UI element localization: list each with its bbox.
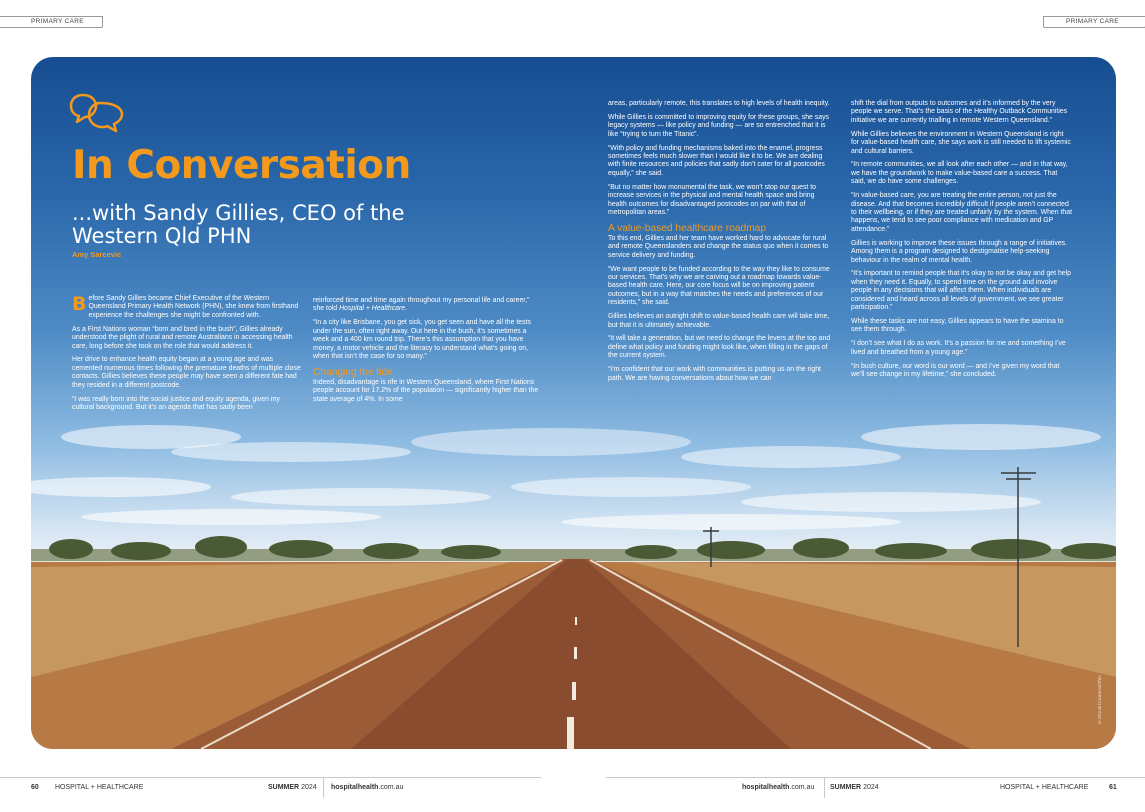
- section-heading-value-based: A value-based healthcare roadmap: [608, 222, 767, 234]
- footer-divider: [824, 778, 825, 798]
- website-bold-right: hospitalhealth: [742, 784, 790, 791]
- col1-paragraph-3: Her drive to enhance health equity began at a young age and was cemented numerous times following the premature deaths of multiple close contacts. Gillies believes these people may have seen a different fate had they resided in a different postcode.: [72, 356, 301, 389]
- col4-paragraph-8: “I don’t see what I do as work. It’s a passion for me and something I’ve lived and breathed from a young age.”: [851, 340, 1066, 356]
- website-domain-left: .com.au: [378, 784, 404, 791]
- section-tag-left: PRIMARY CARE: [0, 16, 103, 28]
- col1-paragraph-1-text: efore Sandy Gillies became Chief Executive of the Western Queensland Primary Health Network (PHN), she knew from firsthand experience the challenges she might be confronted with.: [88, 295, 299, 319]
- col3-paragraph-3: “With policy and funding mechanisms baked into the enamel, progress sometimes feels much slower than I would like it to be. We are dealing with finite resources and policies that sadly don’t cater for all postcodes equally,” she said.: [608, 144, 825, 177]
- article-column-4: [851, 100, 1073, 385]
- col4-paragraph-9: “In bush culture, our word is our word — and I’ve given my word that we’ll see change in my lifetime,” she concluded.: [851, 362, 1060, 378]
- col4-paragraph-1: shift the dial from outputs to outcomes and it’s informed by the very people we serve. That’s the basis of the Healthy Outback Communities initiative we are currently trialling in remote Western Queensland.”: [851, 100, 1068, 124]
- issue-right: [830, 778, 879, 798]
- article-title: In Conversation: [72, 143, 411, 188]
- col2-p1-text: reinforced time and time again throughout my personal life and career,” she told: [313, 297, 530, 313]
- article-column-1: [72, 295, 304, 418]
- website-domain-right: .com.au: [789, 784, 815, 791]
- article-byline: Amy Sarcevic: [72, 250, 122, 259]
- section-heading-changing-tide: Changing the tide: [313, 366, 393, 378]
- issue-season-right: SUMMER: [830, 784, 862, 791]
- col1-paragraph-2: As a First Nations woman “born and bred in the bush”, Gillies already understood the plight of rural and remote Australians in accessing health care, long before she took on the role that would address it.: [72, 325, 293, 350]
- col4-paragraph-4: “In value-based care, you are treating the entire person, not just the disease. And that becomes incredibly difficult if people aren’t connected to their wellbeing, or if they are treated unfairly by the system. When that happens, we tend to see poor compliance with medication and GP attendance.”: [851, 192, 1072, 233]
- section-tag-right: PRIMARY CARE: [1043, 16, 1145, 28]
- col3-paragraph-8: “It will take a generation, but we need to change the levers at the top and define what policy and funding might look like, when filling in the gaps of the current system.: [608, 335, 831, 360]
- photo-credit: ©iStock/Cameralithic: [1097, 675, 1102, 725]
- article-subtitle: ...with Sandy Gillies, CEO of the Western Qld PHN: [72, 201, 405, 248]
- website-link-left[interactable]: [331, 778, 403, 798]
- col2-paragraph-2: “In a city like Brisbane, you get sick, you get seen and have all the tests under the sun, often right away. Out here in the bush, it’s sometimes a week and a 400 km round trip. There’s this assumption that you have money, a motor vehicle and the literacy to understand what’s going on, when that isn’t the case for so many.”: [313, 319, 531, 360]
- footer-left: [0, 777, 541, 797]
- publication-name-italic: Hospital + Healthcare: [339, 305, 406, 313]
- col1-paragraph-1: [72, 295, 304, 320]
- website-link-right[interactable]: [742, 778, 814, 798]
- col3-paragraph-9: “I’m confident that our work with communities is putting us on the right path. We are having conversations about how we can: [608, 366, 821, 382]
- col4-paragraph-2: While Gillies believes the environment in Western Queensland is right for value-based health care, she says work is still needed to lift systemic and cultural barriers.: [851, 130, 1071, 155]
- col4-paragraph-6: “It’s important to remind people that it’s okay to not be okay and get help when they need it. Equally, to spend time on the ground and involve people in any decisions that will affect them. When individuals are considered and heard across all levels of government, we see greater participation.”: [851, 270, 1071, 312]
- col1-paragraph-4: “I was really born into the social justice and equity agenda, given my cultural background. But it’s an agenda that has sadly been: [72, 395, 280, 411]
- publication-name-right: HOSPITAL + HEALTHCARE: [1000, 784, 1089, 791]
- drop-cap: B: [72, 293, 87, 315]
- publication-name-left: HOSPITAL + HEALTHCARE: [55, 784, 144, 791]
- article-column-2: [313, 297, 541, 410]
- col3-paragraph-1: areas, particularly remote, this translates to high levels of health inequity.: [608, 100, 830, 107]
- article-column-3: [608, 100, 833, 388]
- col3-paragraph-5: To this end, Gillies and her team have worked hard to advocate for rural and remote Queenslanders and change the status quo when it comes to service delivery and funding.: [608, 234, 829, 259]
- col3-paragraph-6: “We want people to be funded according to the way they like to consume our services. That’s why we are carving out a roadmap towards value-based health care. Here, our core focus will be on improving patient outcomes, but in a way that matches the needs and preferences of our residents,” she said.: [608, 265, 830, 307]
- col4-paragraph-7: While these tasks are not easy, Gillies appears to have the stamina to see them through.: [851, 317, 1064, 334]
- col3-paragraph-4: “But no matter how monumental the task, we won’t stop our quest to increase services in the physical and mental health space and bring health outcomes for disadvantaged postcodes on par with that of metropolitan areas.”: [608, 183, 816, 216]
- issue-year-left: 2024: [299, 784, 317, 791]
- col2-p1-end: .: [405, 305, 408, 313]
- hero-photo-panel: [31, 57, 1116, 749]
- page-number-left: 60: [31, 784, 39, 791]
- website-bold-left: hospitalhealth: [331, 784, 379, 791]
- col2-paragraph-3: Indeed, disadvantage is rife in Western Queensland, where First Nations people account for 17.2% of the population — significantly higher than the state average of 4%. In some: [313, 378, 539, 403]
- col4-paragraph-3: “In remote communities, we all look after each other — and in that way, we have the groundwork to make value-based care a success. That said, we do have some challenges.: [851, 161, 1068, 186]
- col4-paragraph-5: Gillies is working to improve these issues through a range of initiatives. Among them is a program designed to destigmatise help-seeking behaviour in the realm of mental health.: [851, 239, 1068, 264]
- speech-bubbles-icon: [69, 91, 125, 135]
- col2-paragraph-1: [313, 297, 541, 314]
- col3-paragraph-2: While Gillies is committed to improving equity for these groups, she says legacy systems — like policy and funding — are so entrenched that it is like “trying to turn the Titanic”.: [608, 113, 829, 138]
- page-number-right: 61: [1109, 784, 1117, 791]
- issue-left: [268, 778, 317, 798]
- footer-right: [606, 777, 1145, 797]
- issue-season-left: SUMMER: [268, 784, 300, 791]
- footer-divider: [323, 778, 324, 798]
- issue-year-right: 2024: [861, 784, 879, 791]
- col3-paragraph-7: Gillies believes an outright shift to value-based health care will take time, but that it is ultimately achievable.: [608, 313, 830, 329]
